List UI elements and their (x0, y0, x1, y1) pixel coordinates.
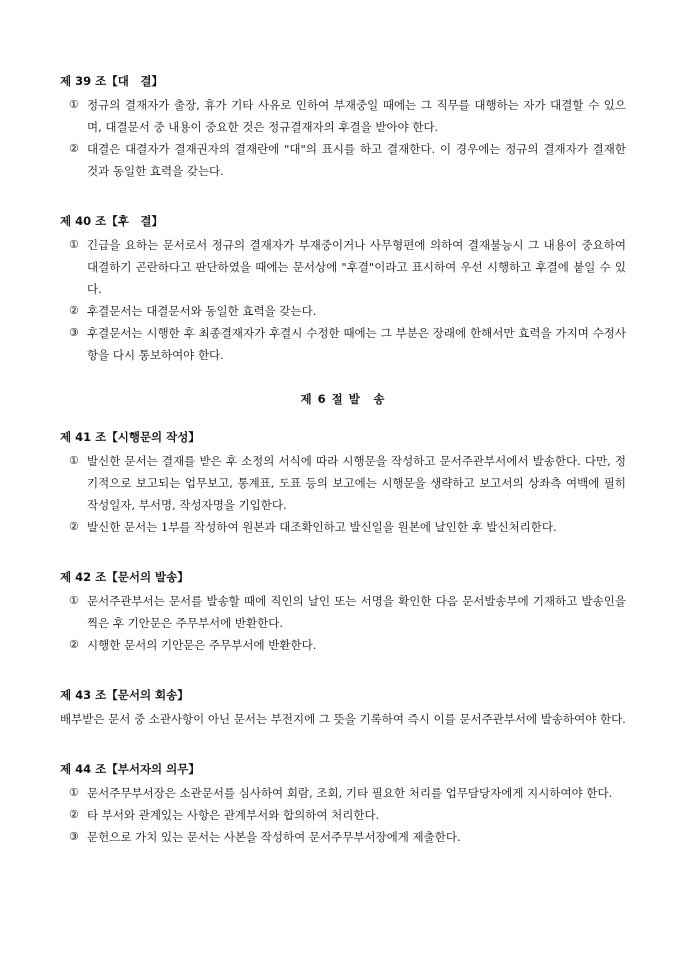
clause-item (60, 826, 626, 848)
clause-text: 문서주관부서는 문서를 발송할 때에 직인의 날인 또는 서명을 확인한 다음 문서발송부에 기재하고 발송인을 찍은 후 기안문은 주무부서에 반환한다. (87, 594, 626, 630)
article (60, 72, 626, 182)
chapter-heading: 제 6 절 발 송 (300, 392, 386, 406)
clause-item (60, 322, 626, 366)
clause-text: 대결은 대결자가 결재권자의 결재란에 "대"의 표시를 하고 결재한다. 이 경우에는 정규의 결재자가 결재한 것과 동일한 효력을 갖는다. (87, 142, 626, 178)
clause-text: 정규의 결재자가 출장, 휴가 기타 사유로 인하여 부재중일 때에는 그 직무를 대행하는 자가 대결할 수 있으며, 대결문서 중 내용이 중요한 것은 정규결재자의 후결을 받아야 한다. (87, 98, 626, 134)
clause-text: 문서주무부서장은 소관문서를 심사하여 회람, 조회, 기타 필요한 처리를 업무담당자에게 지시하여야 한다. (87, 786, 613, 800)
clause-item (60, 234, 626, 300)
article-title: 제 41 조【시행문의 작성】 (60, 430, 200, 444)
clause-item (60, 782, 626, 804)
clause-text: 발신한 문서는 1부를 작성하여 원본과 대조확인하고 발신일을 원본에 날인한 후 발신처리한다. (87, 520, 557, 534)
article-text: 배부받은 문서 중 소관사항이 아닌 문서는 부전지에 그 뜻을 기록하여 즉시 이를 문서주관부서에 발송하여야 한다. (60, 712, 626, 726)
clause-text: 시행한 문서의 기안문은 주무부서에 반환한다. (87, 638, 317, 652)
clause-number: ② (69, 808, 79, 821)
clause-number: ② (69, 638, 79, 651)
clause-number: ① (69, 594, 79, 607)
clause-item (60, 516, 626, 538)
clause-item (60, 300, 626, 322)
clause-text: 문헌으로 가치 있는 문서는 사본을 작성하여 문서주무부서장에게 제출한다. (87, 830, 461, 844)
clause-item (60, 450, 626, 516)
article-44 (60, 760, 626, 848)
clause-number: ③ (69, 326, 79, 339)
clause-item (60, 634, 626, 656)
clause-item (60, 94, 626, 138)
clause-item (60, 590, 626, 634)
article-title: 제 39 조【대 결】 (60, 74, 163, 88)
clause-text: 후결문서는 시행한 후 최종결재자가 후결시 수정한 때에는 그 부분은 장래에 한해서만 효력을 가지며 수정사항을 다시 통보하여야 한다. (87, 326, 626, 362)
clause-number: ① (69, 238, 79, 251)
article-43 (60, 686, 626, 730)
clause-number: ② (69, 142, 79, 155)
clause-number: ② (69, 520, 79, 533)
clause-item (60, 804, 626, 826)
article-title: 제 43 조【문서의 회송】 (60, 688, 189, 702)
clause-text: 후결문서는 대결문서와 동일한 효력을 갖는다. (87, 304, 317, 318)
clause-item (60, 138, 626, 182)
clause-number: ② (69, 304, 79, 317)
clause-number: ③ (69, 830, 79, 843)
article-title: 제 40 조【후 결】 (60, 214, 163, 228)
article (60, 428, 626, 538)
clause-number: ① (69, 786, 79, 799)
clause-number: ① (69, 454, 79, 467)
clause-number: ① (69, 98, 79, 111)
articles-group-a (60, 72, 626, 366)
clause-text: 타 부서와 관계있는 사항은 관계부서와 합의하여 처리한다. (87, 808, 380, 822)
articles-group-b (60, 428, 626, 656)
clause-text: 긴급을 요하는 문서로서 정규의 결재자가 부재중이거나 사무형편에 의하여 결재불능시 그 내용이 중요하여 대결하기 곤란하다고 판단하였을 때에는 문서상에 "후결"이라고 표시하여 우선 시행하고 후결에 붙일 수 있다. (87, 238, 626, 296)
article-title: 제 44 조【부서자의 의무】 (60, 762, 200, 776)
document-page (60, 72, 626, 878)
article (60, 568, 626, 656)
article (60, 212, 626, 366)
clause-text: 발신한 문서는 결재를 받은 후 소정의 서식에 따라 시행문을 작성하고 문서주관부서에서 발송한다. 다만, 정기적으로 보고되는 업무보고, 통계표, 도표 등의 보고에는 시행문을 생략하고 보고서의 상좌측 여백에 필히 작성일자, 부서명, 작성자명을 기입한다. (87, 454, 626, 512)
article-title: 제 42 조【문서의 발송】 (60, 570, 189, 584)
